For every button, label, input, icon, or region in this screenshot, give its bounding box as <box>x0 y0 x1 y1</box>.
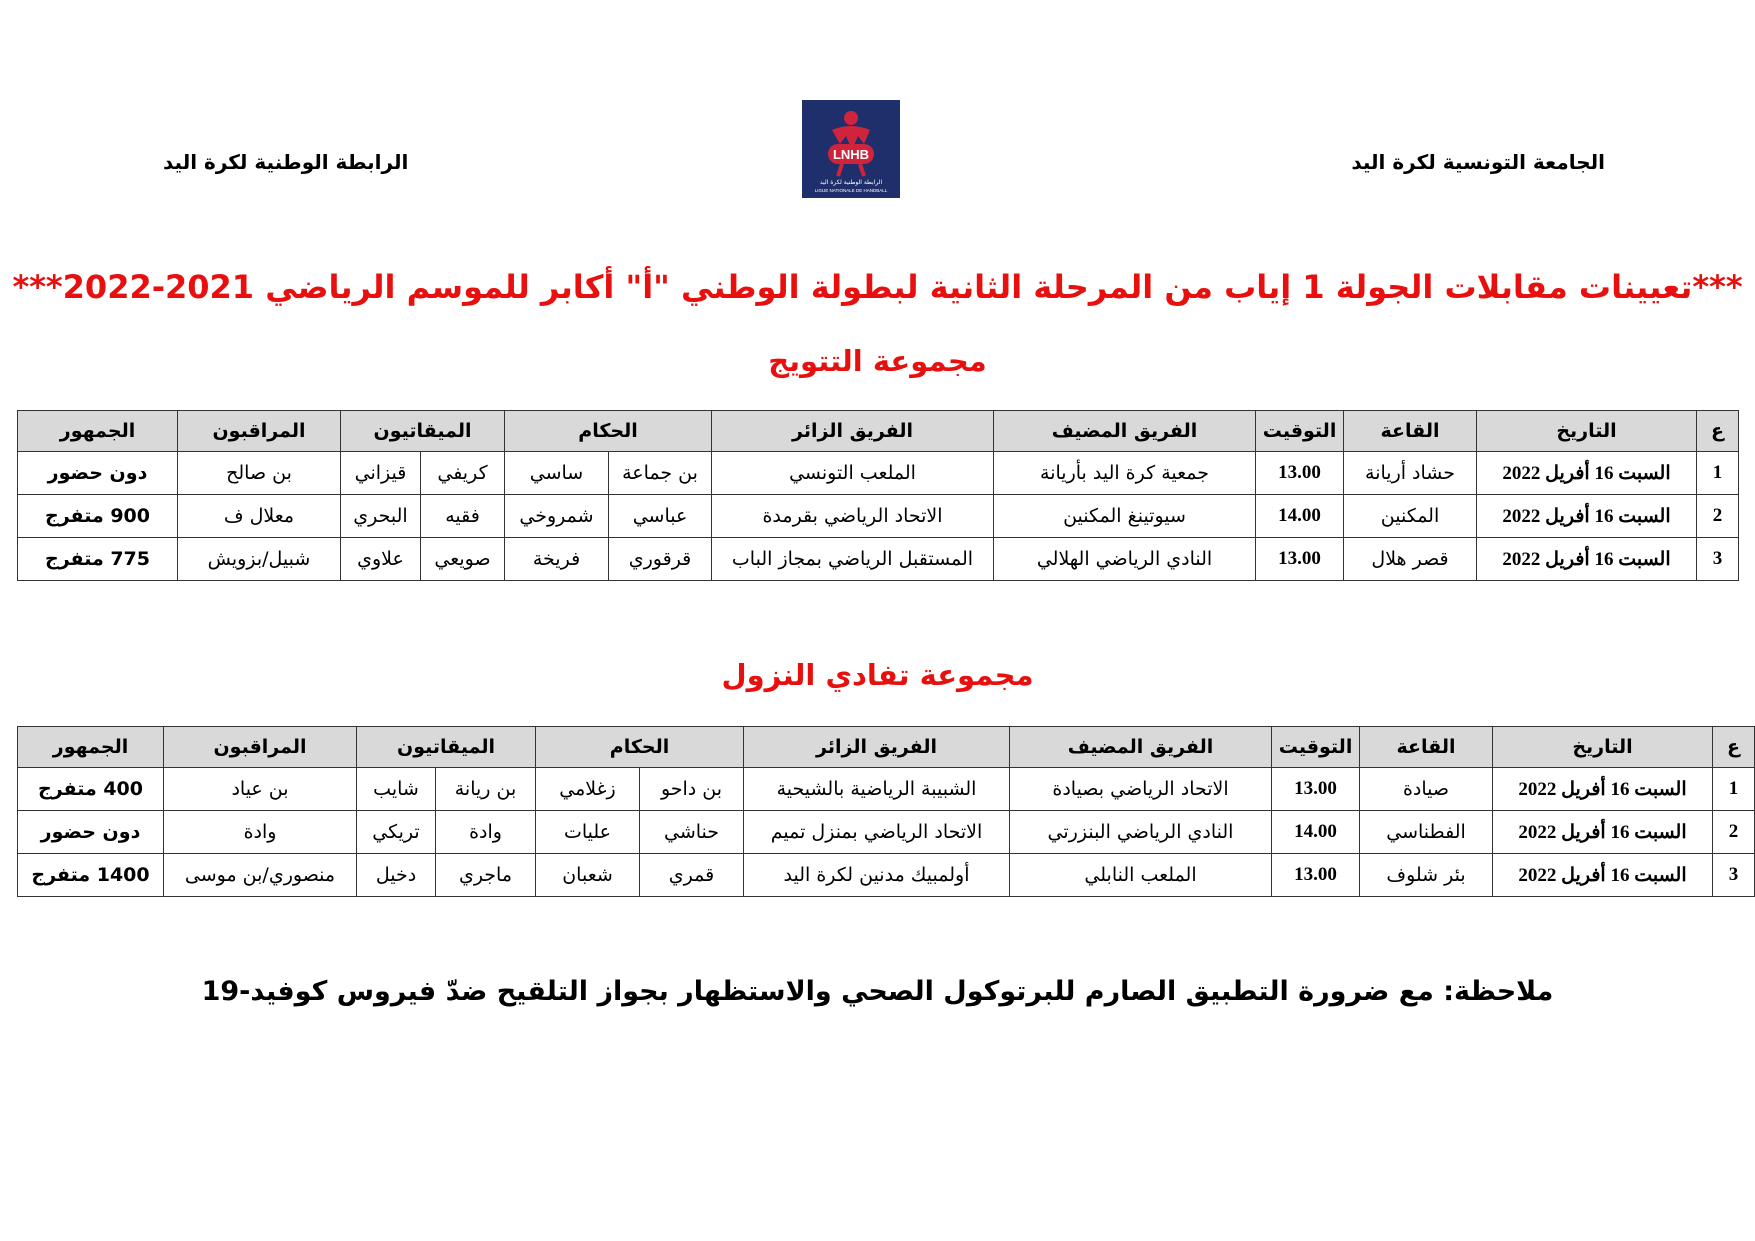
col-timekeepers: الميقاتيون <box>357 727 536 768</box>
cell-date: السبت 16 أفريل 2022 <box>1493 811 1713 854</box>
cell-away: المستقبل الرياضي بمجاز الباب <box>712 538 994 581</box>
league-logo <box>802 100 900 198</box>
cell-time: 14.00 <box>1256 495 1344 538</box>
cell-observers: شبيل/بزويش <box>178 538 341 581</box>
col-venue: القاعة <box>1360 727 1493 768</box>
cell-home: النادي الرياضي البنزرتي <box>1010 811 1272 854</box>
cell-observers: معلال ف <box>178 495 341 538</box>
cell-away: الملعب التونسي <box>712 452 994 495</box>
group-title-championship: مجموعة التتويج <box>768 344 987 378</box>
cell-audience: 1400 متفرج <box>18 854 164 897</box>
federation-name: الجامعة التونسية لكرة اليد <box>1351 150 1605 174</box>
cell-idx: 2 <box>1713 811 1755 854</box>
col-audience: الجمهور <box>18 411 178 452</box>
cell-date: السبت 16 أفريل 2022 <box>1477 495 1697 538</box>
cell-date: السبت 16 أفريل 2022 <box>1493 854 1713 897</box>
cell-date: السبت 16 أفريل 2022 <box>1477 538 1697 581</box>
table-row <box>18 768 1755 811</box>
table-row <box>18 452 1739 495</box>
cell-away: الاتحاد الرياضي بمنزل تميم <box>744 811 1010 854</box>
cell-timekeeper-1: ماجري <box>436 854 536 897</box>
cell-home: سيوتينغ المكنين <box>994 495 1256 538</box>
league-name: الرابطة الوطنية لكرة اليد <box>163 150 409 174</box>
cell-referee-2: ساسي <box>505 452 609 495</box>
logo-text: LNHB <box>832 147 870 162</box>
table-row <box>18 854 1755 897</box>
cell-observers: منصوري/بن موسى <box>164 854 357 897</box>
cell-idx: 1 <box>1697 452 1739 495</box>
col-timekeepers: الميقاتيون <box>341 411 505 452</box>
cell-audience: 900 متفرج <box>18 495 178 538</box>
cell-referee-2: شعبان <box>536 854 640 897</box>
cell-timekeeper-2: قيزاني <box>341 452 421 495</box>
group-title-relegation: مجموعة تفادي النزول <box>721 658 1034 692</box>
cell-audience: 775 متفرج <box>18 538 178 581</box>
cell-referee-2: عليات <box>536 811 640 854</box>
cell-away: الشبيبة الرياضية بالشيحية <box>744 768 1010 811</box>
col-idx: ع <box>1713 727 1755 768</box>
matches-table-relegation <box>17 726 1755 897</box>
col-away: الفريق الزائر <box>744 727 1010 768</box>
table-row <box>18 811 1755 854</box>
cell-timekeeper-1: صويعي <box>421 538 505 581</box>
col-time: التوقيت <box>1272 727 1360 768</box>
cell-referee-2: فريخة <box>505 538 609 581</box>
cell-time: 14.00 <box>1272 811 1360 854</box>
col-observers: المراقبون <box>178 411 341 452</box>
cell-venue: حشاد أريانة <box>1344 452 1477 495</box>
cell-referee-1: بن جماعة <box>609 452 712 495</box>
cell-timekeeper-2: دخيل <box>357 854 436 897</box>
cell-timekeeper-1: وادة <box>436 811 536 854</box>
col-idx: ع <box>1697 411 1739 452</box>
cell-date: السبت 16 أفريل 2022 <box>1477 452 1697 495</box>
col-away: الفريق الزائر <box>712 411 994 452</box>
cell-observers: بن عياد <box>164 768 357 811</box>
cell-timekeeper-1: كريفي <box>421 452 505 495</box>
table-row <box>18 538 1739 581</box>
matches-table-championship <box>17 410 1739 581</box>
col-time: التوقيت <box>1256 411 1344 452</box>
cell-observers: وادة <box>164 811 357 854</box>
cell-referee-1: حناشي <box>640 811 744 854</box>
cell-referee-1: قمري <box>640 854 744 897</box>
cell-time: 13.00 <box>1272 768 1360 811</box>
col-home: الفريق المضيف <box>1010 727 1272 768</box>
cell-referee-1: عباسي <box>609 495 712 538</box>
cell-audience: دون حضور <box>18 452 178 495</box>
cell-venue: بئر شلوف <box>1360 854 1493 897</box>
handball-player-icon <box>844 111 858 125</box>
cell-idx: 2 <box>1697 495 1739 538</box>
cell-idx: 1 <box>1713 768 1755 811</box>
cell-observers: بن صالح <box>178 452 341 495</box>
cell-referee-2: زغلامي <box>536 768 640 811</box>
cell-timekeeper-1: فقيه <box>421 495 505 538</box>
cell-timekeeper-1: بن ريانة <box>436 768 536 811</box>
table-header-row <box>18 727 1755 768</box>
cell-referee-1: بن داحو <box>640 768 744 811</box>
col-home: الفريق المضيف <box>994 411 1256 452</box>
cell-timekeeper-2: تريكي <box>357 811 436 854</box>
cell-idx: 3 <box>1697 538 1739 581</box>
cell-home: النادي الرياضي الهلالي <box>994 538 1256 581</box>
col-referees: الحكام <box>505 411 712 452</box>
cell-home: الملعب النابلي <box>1010 854 1272 897</box>
cell-idx: 3 <box>1713 854 1755 897</box>
cell-audience: دون حضور <box>18 811 164 854</box>
cell-referee-2: شمروخي <box>505 495 609 538</box>
col-date: التاريخ <box>1493 727 1713 768</box>
cell-home: جمعية كرة اليد بأريانة <box>994 452 1256 495</box>
cell-home: الاتحاد الرياضي بصيادة <box>1010 768 1272 811</box>
covid-note: ملاحظة: مع ضرورة التطبيق الصارم للبرتوكول الصحي والاستظهار بجواز التلقيح ضدّ فيروس كوفيد-19 <box>201 976 1554 1007</box>
cell-referee-1: قرقوري <box>609 538 712 581</box>
cell-time: 13.00 <box>1256 538 1344 581</box>
logo-subtitle-fr: LIGUE NATIONALE DE HANDBALL <box>814 188 888 193</box>
table-row <box>18 495 1739 538</box>
cell-time: 13.00 <box>1272 854 1360 897</box>
table-header-row <box>18 411 1739 452</box>
cell-timekeeper-2: البحري <box>341 495 421 538</box>
col-observers: المراقبون <box>164 727 357 768</box>
col-venue: القاعة <box>1344 411 1477 452</box>
cell-venue: الفطناسي <box>1360 811 1493 854</box>
cell-timekeeper-2: شايب <box>357 768 436 811</box>
cell-venue: قصر هلال <box>1344 538 1477 581</box>
cell-venue: المكنين <box>1344 495 1477 538</box>
cell-timekeeper-2: علاوي <box>341 538 421 581</box>
col-date: التاريخ <box>1477 411 1697 452</box>
cell-time: 13.00 <box>1256 452 1344 495</box>
cell-away: أولمبيك مدنين لكرة اليد <box>744 854 1010 897</box>
col-audience: الجمهور <box>18 727 164 768</box>
cell-venue: صيادة <box>1360 768 1493 811</box>
cell-date: السبت 16 أفريل 2022 <box>1493 768 1713 811</box>
col-referees: الحكام <box>536 727 744 768</box>
page-title: ***تعيينات مقابلات الجولة 1 إياب من المرحلة الثانية لبطولة الوطني "أ" أكابر للموسم الرياضي 2021-2022*** <box>12 268 1743 306</box>
cell-away: الاتحاد الرياضي بقرمدة <box>712 495 994 538</box>
cell-audience: 400 متفرج <box>18 768 164 811</box>
logo-subtitle-ar: الرابطة الوطنية لكرة اليد <box>819 179 883 186</box>
